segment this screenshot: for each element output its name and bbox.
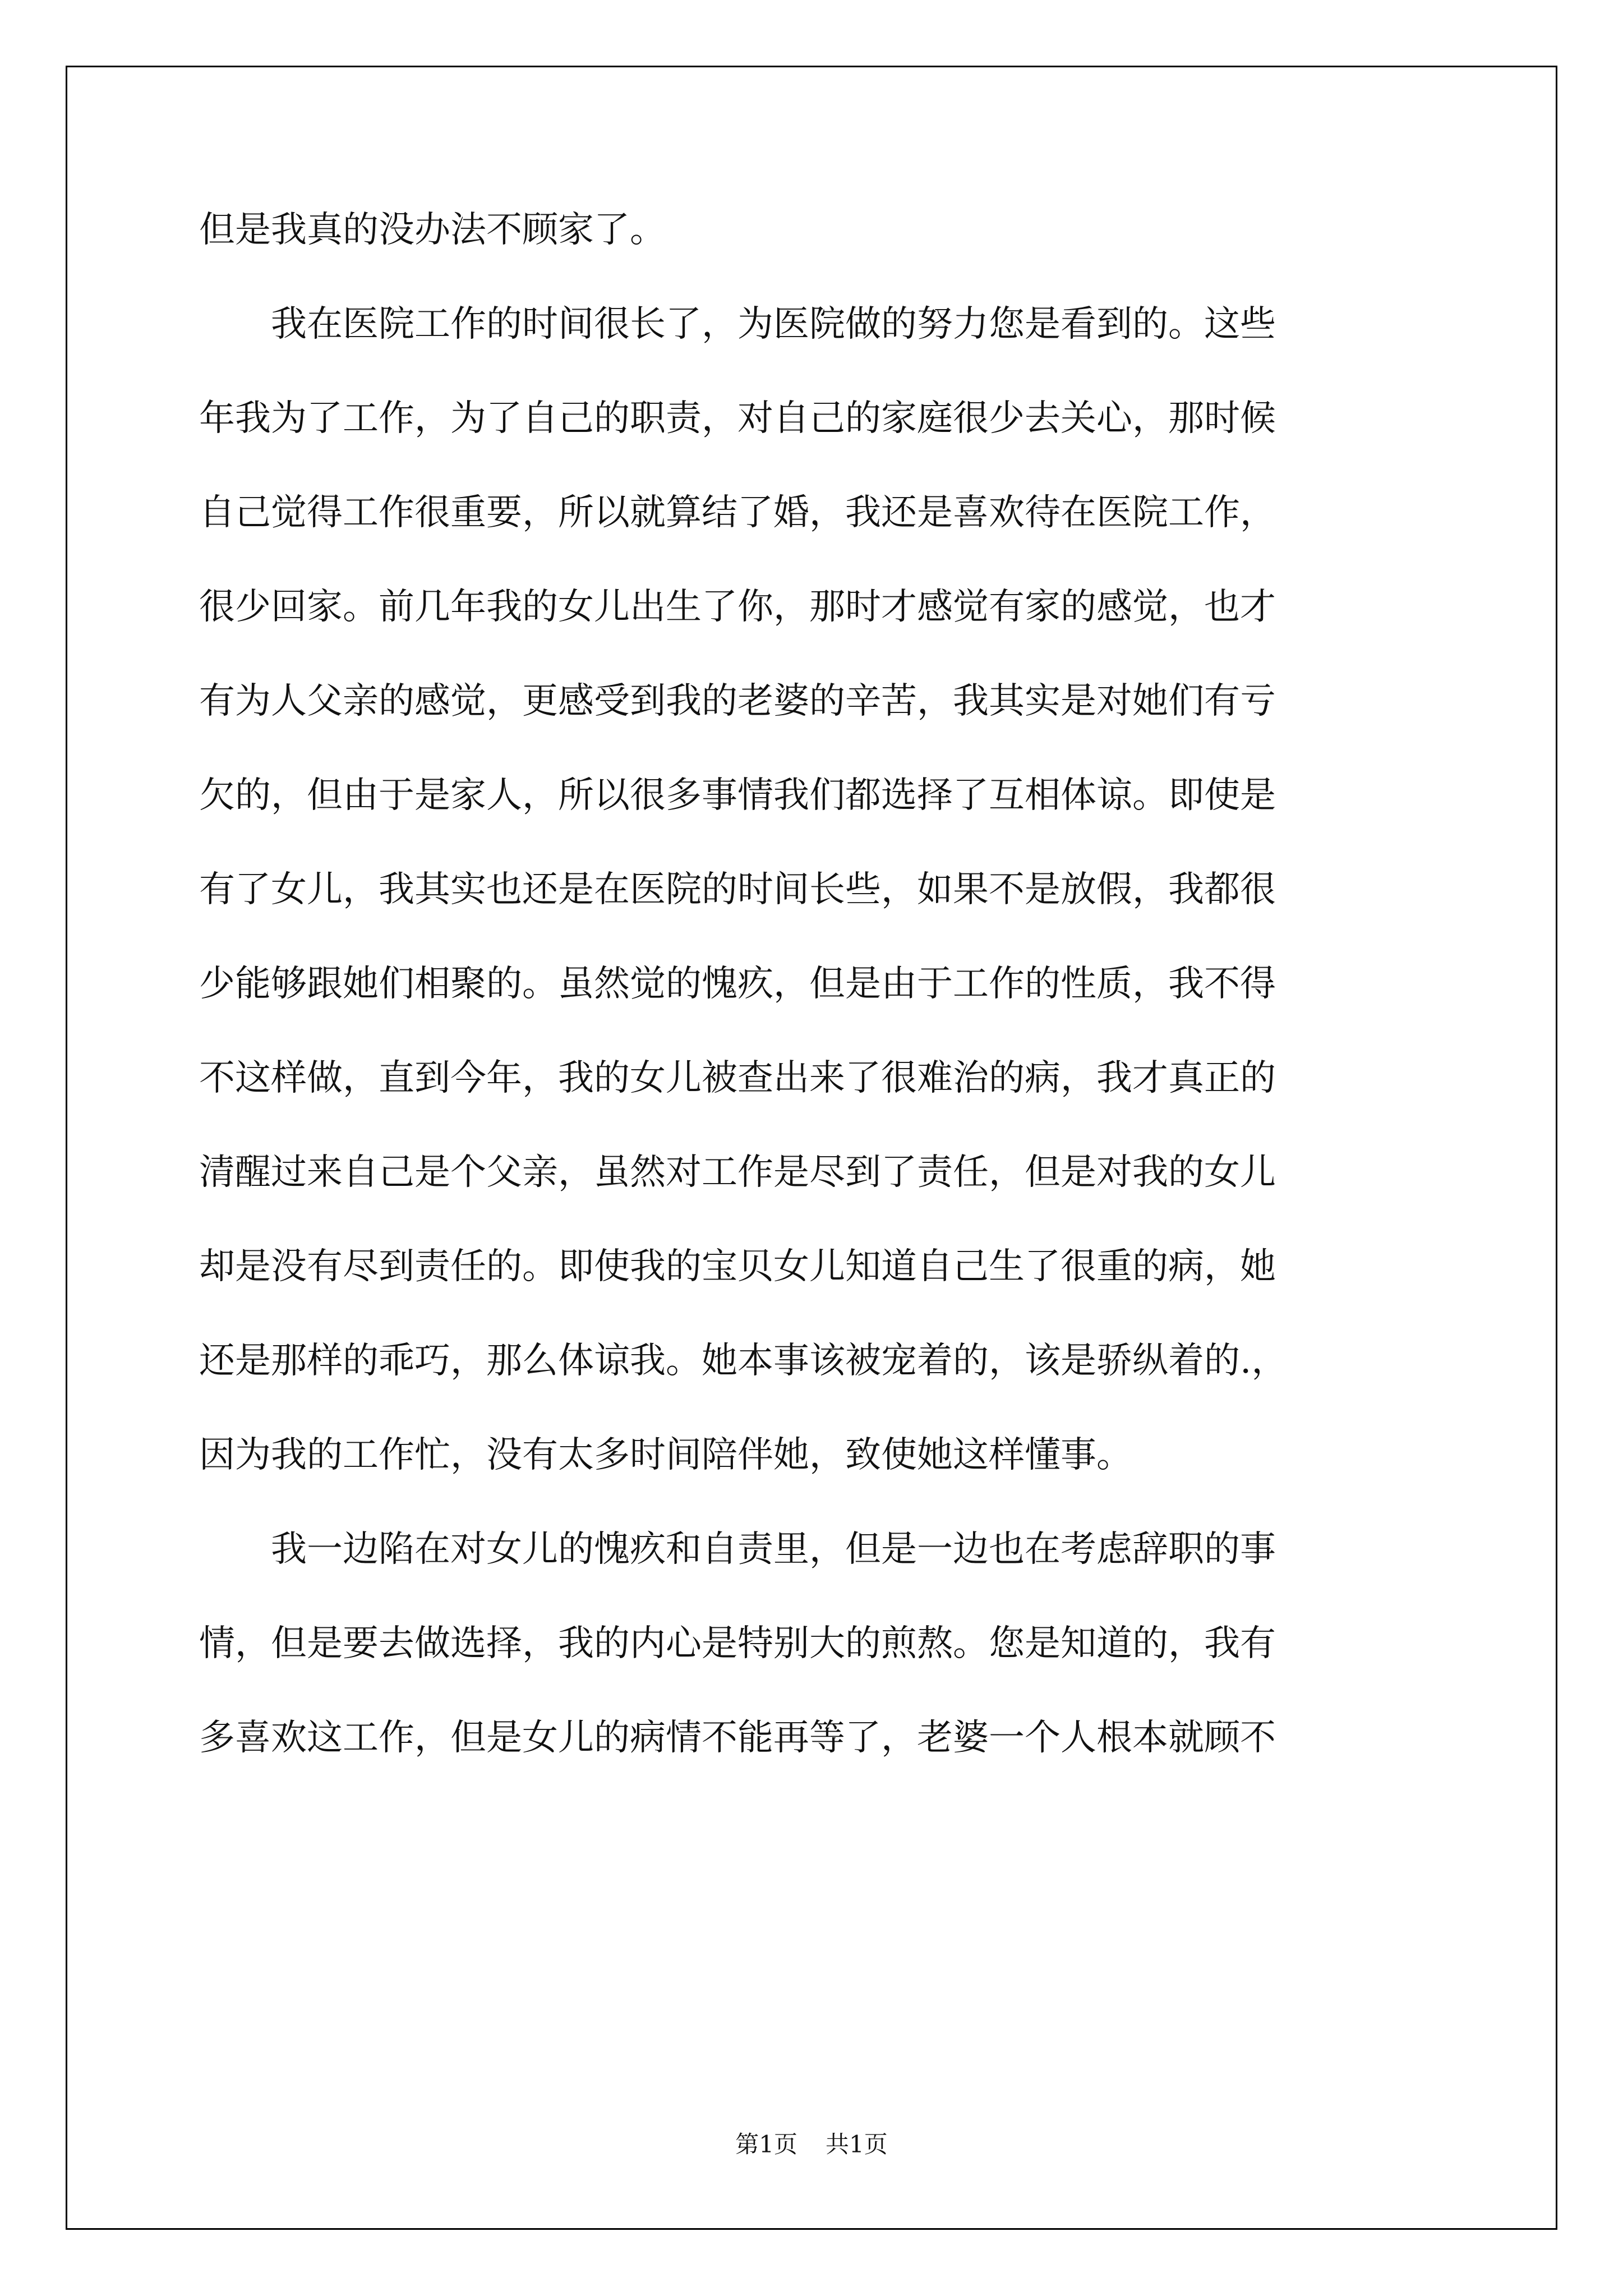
text-line: 却是没有尽到责任的。即使我的宝贝女儿知道自己生了很重的病，她 bbox=[199, 1246, 1276, 1287]
page-total: 共1页 bbox=[826, 2131, 888, 2158]
text-line: 但是我真的没办法不顾家了。 bbox=[199, 209, 666, 251]
text-line: 我一边陷在对女儿的愧疚和自责里，但是一边也在考虑辞职的事 bbox=[271, 1529, 1276, 1570]
text-line: 年我为了工作，为了自己的职责，对自己的家庭很少去关心，那时候 bbox=[199, 398, 1276, 439]
text-line: 自己觉得工作很重要，所以就算结了婚，我还是喜欢待在医院工作， bbox=[199, 492, 1276, 533]
text-line: 有了女儿，我其实也还是在医院的时间长些，如果不是放假，我都很 bbox=[199, 869, 1276, 910]
text-line: 少能够跟她们相聚的。虽然觉的愧疚，但是由于工作的性质，我不得 bbox=[199, 963, 1276, 1005]
page-footer bbox=[0, 2126, 1623, 2160]
text-line: 清醒过来自己是个父亲，虽然对工作是尽到了责任，但是对我的女儿 bbox=[199, 1152, 1276, 1193]
text-line: 有为人父亲的感觉，更感受到我的老婆的辛苦，我其实是对她们有亏 bbox=[199, 680, 1276, 722]
page-number: 第1页 bbox=[735, 2131, 797, 2158]
text-line: 还是那样的乖巧，那么体谅我。她本事该被宠着的，该是骄纵着的.， bbox=[199, 1340, 1288, 1382]
text-line: 情，但是要去做选择，我的内心是特别大的煎熬。您是知道的，我有 bbox=[199, 1623, 1276, 1664]
text-line: 不这样做，直到今年，我的女儿被查出来了很难治的病，我才真正的 bbox=[199, 1057, 1276, 1099]
text-line: 因为我的工作忙，没有太多时间陪伴她，致使她这样懂事。 bbox=[199, 1434, 1132, 1476]
text-line: 欠的，但由于是家人，所以很多事情我们都选择了互相体谅。即使是 bbox=[199, 775, 1276, 816]
text-line: 我在医院工作的时间很长了，为医院做的努力您是看到的。这些 bbox=[271, 303, 1276, 345]
page-border bbox=[66, 66, 1557, 2230]
text-line: 很少回家。前几年我的女儿出生了你，那时才感觉有家的感觉，也才 bbox=[199, 586, 1276, 628]
text-line: 多喜欢这工作，但是女儿的病情不能再等了，老婆一个人根本就顾不 bbox=[199, 1717, 1276, 1759]
